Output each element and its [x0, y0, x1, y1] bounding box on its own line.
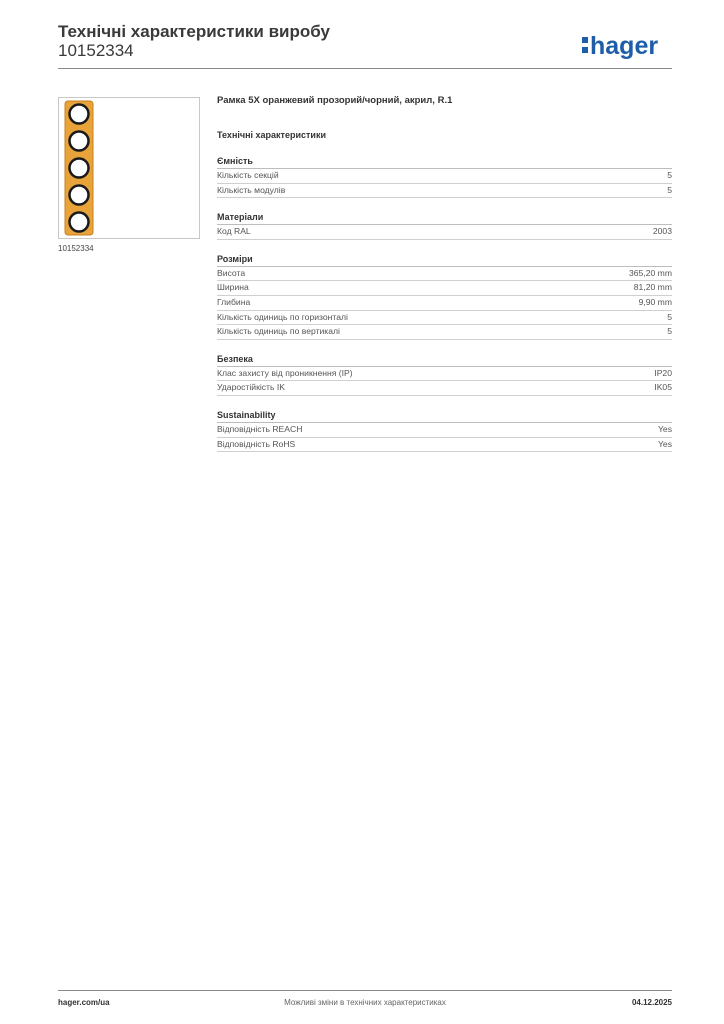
hager-logo: [580, 28, 672, 62]
spec-group-title: Безпека: [217, 353, 672, 367]
spec-group-title: Sustainability: [217, 409, 672, 423]
frame-opening: [70, 132, 89, 151]
spec-group: [217, 211, 672, 240]
spec-row: [217, 184, 672, 199]
spec-value: Yes: [657, 438, 672, 449]
spec-group-title: Розміри: [217, 253, 672, 267]
spec-label: Відповідність RoHS: [217, 438, 296, 449]
spec-value: 9,90 mm: [638, 296, 672, 307]
spec-group-title: Матеріали: [217, 211, 672, 225]
page-header: [58, 20, 672, 70]
spec-group-title: Ємність: [217, 155, 672, 169]
document-title: Технічні характеристики виробу: [58, 22, 330, 41]
spec-value: 5: [667, 326, 672, 337]
spec-group: [217, 353, 672, 396]
spec-group: [217, 155, 672, 198]
image-caption: 10152334: [58, 244, 94, 253]
frame-opening: [70, 186, 89, 205]
spec-label: Кількість одиниць по вертикалі: [217, 326, 340, 337]
spec-label: Відповідність REACH: [217, 423, 303, 434]
footer-website[interactable]: hager.com/ua: [58, 998, 110, 1007]
specs-heading: Технічні характеристики: [217, 130, 326, 140]
product-details: [217, 94, 672, 452]
spec-row: [217, 381, 672, 396]
spec-label: Код RAL: [217, 226, 251, 237]
spec-row: [217, 367, 672, 382]
svg-text:hager: hager: [590, 32, 659, 60]
spec-row: [217, 169, 672, 184]
spec-label: Кількість секцій: [217, 170, 279, 180]
spec-label: Ширина: [217, 282, 249, 293]
footer-notice: Можливі зміни в технічних характеристиках: [284, 998, 446, 1007]
document-number: 10152334: [58, 41, 134, 60]
spec-value: 5: [667, 170, 672, 180]
spec-group: [217, 253, 672, 340]
spec-row: [217, 325, 672, 340]
spec-label: Висота: [217, 267, 246, 278]
spec-groups: [217, 155, 672, 452]
spec-row: [217, 225, 672, 240]
frame-opening: [70, 213, 89, 232]
spec-value: IK05: [654, 382, 672, 393]
spec-row: [217, 281, 672, 296]
spec-label: Кількість одиниць по горизонталі: [217, 311, 348, 322]
spec-row: [217, 423, 672, 438]
frame-opening: [70, 159, 89, 178]
spec-row: [217, 296, 672, 311]
product-image: [58, 97, 200, 239]
footer-date: 04.12.2025: [631, 998, 672, 1007]
product-name: Рамка 5X оранжевий прозорий/чорний, акрил, R.1: [217, 95, 453, 106]
spec-label: Ударостійкість IK: [217, 382, 285, 393]
spec-value: 81,20 mm: [633, 282, 672, 293]
spec-row: [217, 438, 672, 453]
spec-value: 2003: [652, 226, 672, 237]
spec-value: IP20: [654, 367, 672, 378]
footer-divider: [58, 990, 672, 991]
spec-row: [217, 311, 672, 326]
page-footer: [58, 998, 672, 1010]
spec-label: Глибина: [217, 296, 251, 307]
spec-value: 5: [667, 184, 672, 195]
spec-label: Кількість модулів: [217, 184, 286, 195]
spec-value: 5: [667, 311, 672, 322]
spec-row: [217, 267, 672, 282]
spec-value: Yes: [657, 423, 672, 434]
frame-opening: [70, 105, 89, 124]
header-divider: [58, 68, 672, 69]
spec-value: 365,20 mm: [629, 267, 672, 278]
spec-label: Клас захисту від проникнення (IP): [217, 367, 353, 378]
frame-illustration: [64, 100, 94, 236]
spec-group: [217, 409, 672, 452]
